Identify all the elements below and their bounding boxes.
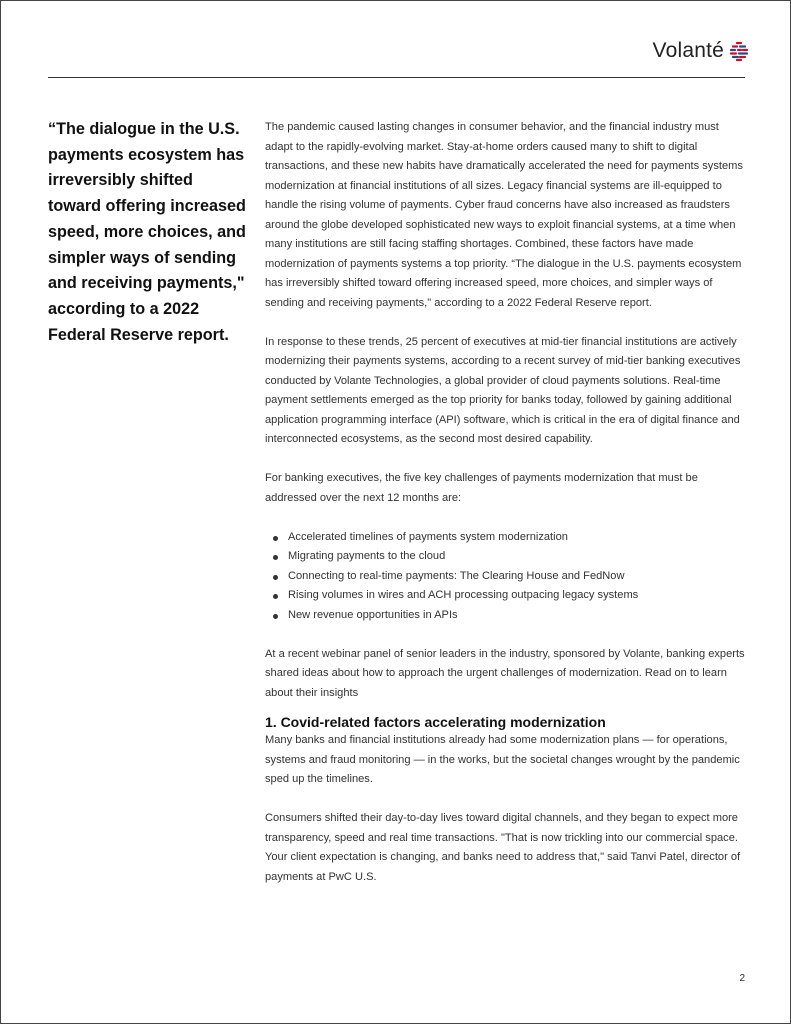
list-item: Migrating payments to the cloud [265,547,745,567]
list-item: New revenue opportunities in APIs [265,606,745,626]
section-heading: 1. Covid-related factors accelerating modernization [265,714,606,730]
paragraph: At a recent webinar panel of senior leaders in the industry, sponsored by Volante, banking experts shared ideas about how to approach the urgent challenges of modernization. Read on to learn about their insights [265,647,745,699]
page-number: 2 [739,973,745,984]
header-divider [48,77,745,78]
article-body [265,118,745,887]
paragraph: Consumers shifted their day-to-day lives toward digital channels, and they began to expect more transparency, speed and real time transactions. "That is now trickling into our commercial space. Your client expectation is changing, and banks need to address that," said Tanvi Patel, director of payments at PwC U.S. [265,812,741,883]
challenges-list [265,528,745,626]
paragraph: The pandemic caused lasting changes in consumer behavior, and the financial industry must adapt to the rapidly-evolving market. Stay-at-home orders caused many to shift to digital transactions, and these new habits have dramatically accelerated the need for payments systems modernization at financial institutions of all sizes. Legacy financial systems are ill-equipped to handle the rising volume of payments. Cyber fraud concerns have also increased as fraudsters around the globe developed sophisticated new ways to exploit financial systems, at a time when many institutions are still facing staffing shortages. Combined, these factors have made modernization of payments systems a top priority. “The dialogue in the U.S. payments ecosystem has irreversibly shifted toward offering increased speed, more choices, and simpler ways of sending and receiving payments," according to a 2022 Federal Reserve report. [265,121,743,309]
paragraph: Many banks and financial institutions already had some modernization plans — for operations, systems and fraud monitoring — in the works, but the societal changes wrought by the pandemic sped up the timelines. [265,734,740,785]
list-item: Accelerated timelines of payments system modernization [265,528,745,548]
globe-logo-icon [728,40,750,62]
list-item: Connecting to real-time payments: The Clearing House and FedNow [265,567,745,587]
list-item: Rising volumes in wires and ACH processing outpacing legacy systems [265,586,745,606]
pull-quote: “The dialogue in the U.S. payments ecosystem has irreversibly shifted toward offering increased speed, more choices, and simpler ways of sending and receiving payments," according to a 2022 Federal Reserve report. [48,120,246,344]
brand-name: Volanté [652,39,724,62]
volante-logo [653,39,750,63]
paragraph: For banking executives, the five key challenges of payments modernization that must be addressed over the next 12 months are: [265,472,698,504]
paragraph: In response to these trends, 25 percent of executives at mid-tier financial institutions are actively modernizing their payments systems, according to a recent survey of mid-tier banking executives conducted by Volante Technologies, a global provider of cloud payments solutions. Real-time payment settlements emerged as the top priority for banks today, followed by gaining additional application programming interface (API) software, which is critical in the era of digital finance and interconnected ecosystems, as the second most desired capability. [265,335,741,445]
